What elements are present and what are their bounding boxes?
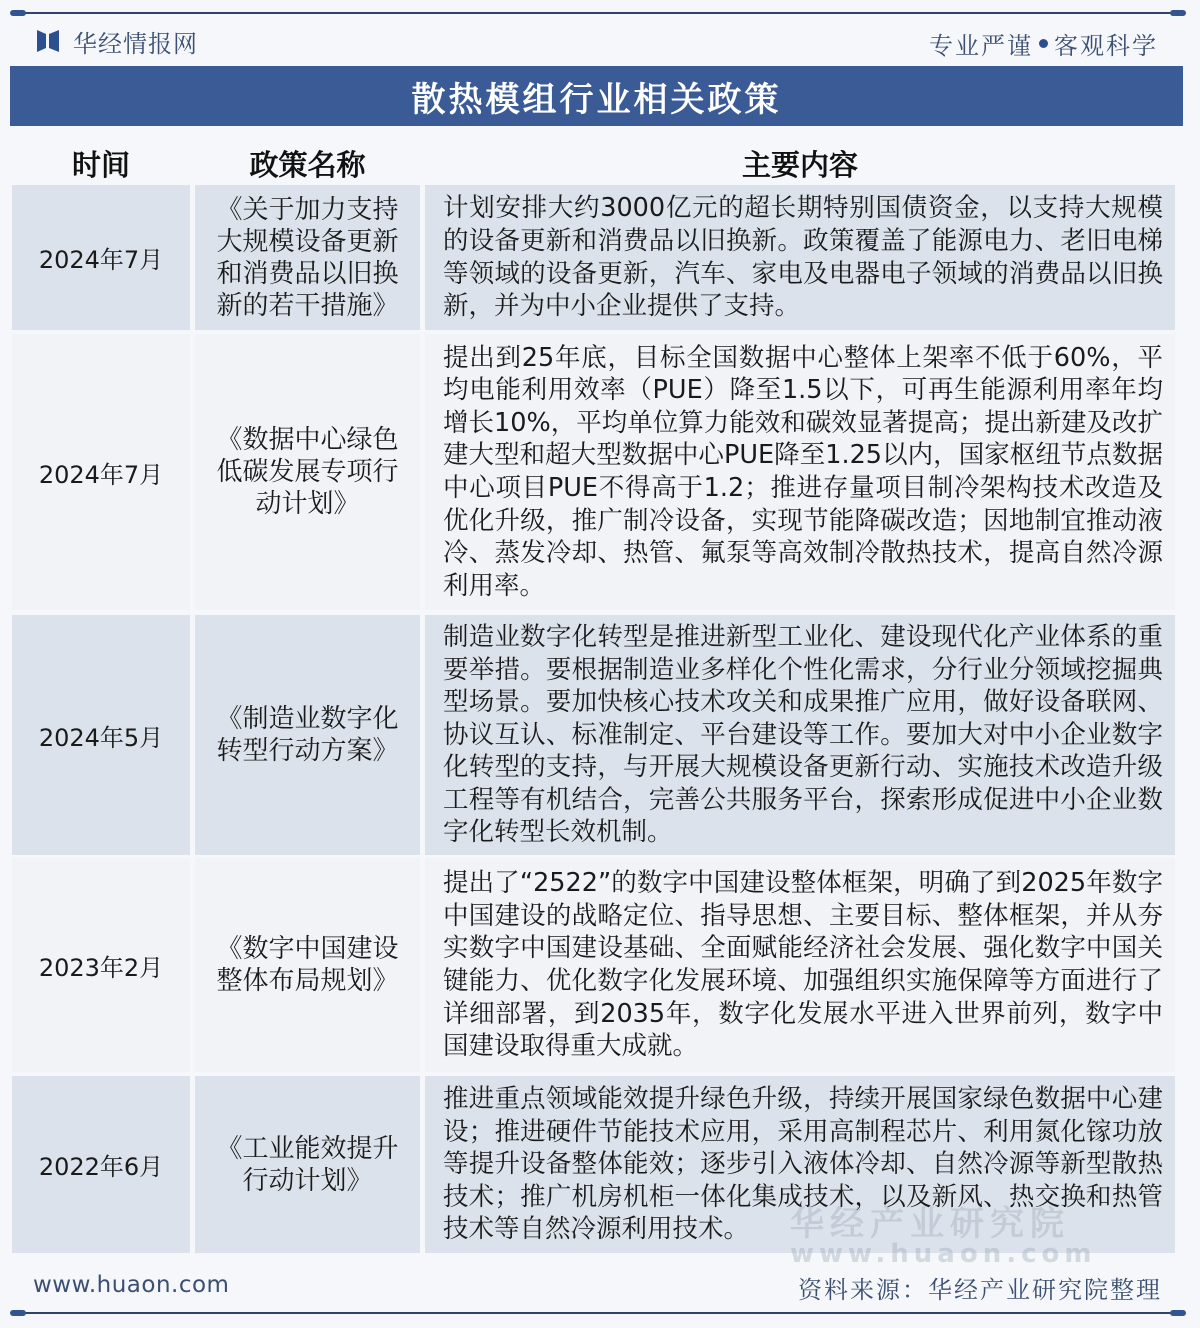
cell-time: 2024年5月 (12, 615, 190, 855)
table-row (12, 1076, 1175, 1253)
cell-policy: 《关于加力支持大规模设备更新和消费品以旧换新的若干措施》 (195, 185, 420, 330)
table-row (12, 185, 1175, 330)
divider-cap-left (10, 10, 26, 16)
top-divider (12, 12, 1184, 14)
divider-cap-left (10, 1310, 26, 1316)
table-row (12, 615, 1175, 855)
footer-source: 资料来源：华经产业研究院整理 (798, 1276, 1162, 1304)
cell-time: 2023年2月 (12, 858, 190, 1072)
cell-policy: 《工业能效提升行动计划》 (195, 1076, 420, 1253)
cell-time: 2022年6月 (12, 1076, 190, 1253)
table-row (12, 858, 1175, 1072)
cell-content: 推进重点领域能效提升绿色升级，持续开展国家绿色数据中心建设；推进硬件节能技术应用，采用高制程芯片、利用氮化镓功放等提升设备整体能效；逐步引入液体冷却、自然冷源等新型散热技术；推广机房机柜一体化集成技术，以及新风、热交换和热管技术等自然冷源利用技术。 (425, 1076, 1175, 1253)
cell-policy: 《数据中心绿色低碳发展专项行动计划》 (195, 334, 420, 610)
footer-website-link[interactable]: www.huaon.com (33, 1272, 230, 1298)
brand (35, 26, 198, 56)
column-header-policy: 政策名称 (249, 148, 366, 182)
tagline-right: 客观科学 (1054, 32, 1158, 60)
bullet-dot-icon (1039, 39, 1048, 48)
cell-content: 提出了“2522”的数字中国建设整体框架，明确了到2025年数字中国建设的战略定位、指导思想、主要目标、整体框架，并从夯实数字中国建设基础、全面赋能经济社会发展、强化数字中国关键能力、优化数字化发展环境、加强组织实施保障等方面进行了详细部署，到2035年，数字化发展水平进入世界前列，数字中国建设取得重大成就。 (425, 858, 1175, 1072)
cell-policy: 《数字中国建设整体布局规划》 (195, 858, 420, 1072)
tagline (929, 26, 1158, 61)
divider-cap-right (1170, 10, 1186, 16)
cell-time: 2024年7月 (12, 334, 190, 610)
table-row (12, 334, 1175, 610)
page-title: 散热模组行业相关政策 (10, 66, 1183, 126)
cell-content: 计划安排大约3000亿元的超长期特别国债资金，以支持大规模的设备更新和消费品以旧换新。政策覆盖了能源电力、老旧电梯等领域的设备更新，汽车、家电及电器电子领域的消费品以旧换新，并为中小企业提供了支持。 (425, 185, 1175, 330)
cell-policy: 《制造业数字化转型行动方案》 (195, 615, 420, 855)
watermark-text: 华经产业研究院 (790, 1204, 1070, 1244)
column-header-content: 主要内容 (741, 148, 858, 182)
tagline-left: 专业严谨 (929, 32, 1033, 60)
cell-time: 2024年7月 (12, 185, 190, 330)
watermark-url: www.huaon.com (790, 1239, 1097, 1269)
divider-cap-right (1170, 1310, 1186, 1316)
column-header-time: 时间 (71, 148, 130, 182)
bottom-divider (12, 1312, 1184, 1314)
cell-content: 提出到25年底，目标全国数据中心整体上架率不低于60%，平均电能利用效率（PUE）降至1.5以下，可再生能源利用率年均增长10%，平均单位算力能效和碳效显著提高；提出新建及改扩建大型和超大型数据中心PUE降至1.25以内，国家枢纽节点数据中心项目PUE不得高于1.2；推进存量项目制冷架构技术改造及优化升级，推广制冷设备，实现节能降碳改造；因地制宜推动液冷、蒸发冷却、热管、氟泵等高效制冷散热技术，提高自然冷源利用率。 (425, 334, 1175, 610)
book-logo-icon (35, 27, 63, 55)
cell-content: 制造业数字化转型是推进新型工业化、建设现代化产业体系的重要举措。要根据制造业多样化个性化需求，分行业分领域挖掘典型场景。要加快核心技术攻关和成果推广应用，做好设备联网、协议互认、标准制定、平台建设等工作。要加大对中小企业数字化转型的支持，与开展大规模设备更新行动、实施技术改造升级工程等有机结合，完善公共服务平台，探索形成促进中小企业数字化转型长效机制。 (425, 615, 1175, 855)
brand-name: 华经情报网 (73, 29, 198, 58)
